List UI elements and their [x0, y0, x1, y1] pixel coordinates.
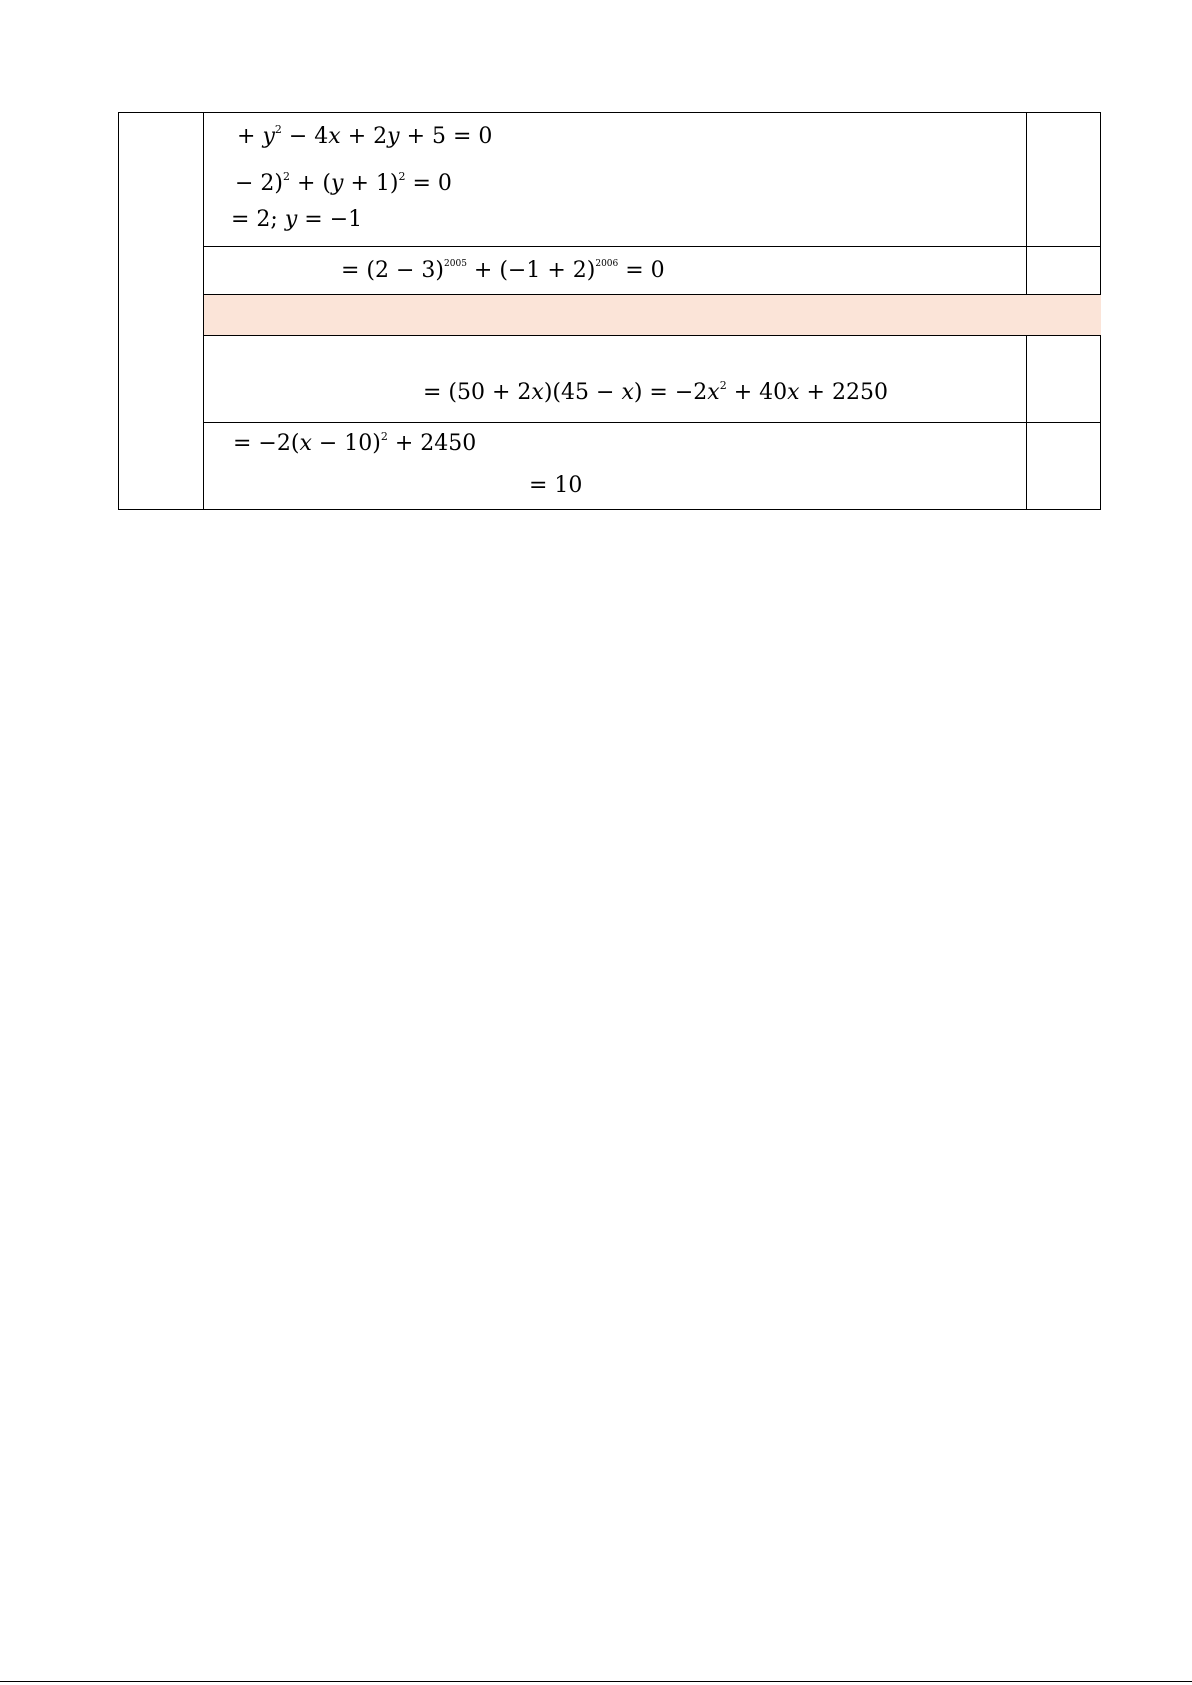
equation-line-1: + $y^2 - 4x + 2y + 5 = 0$	[237, 123, 493, 149]
solution-table	[118, 112, 1101, 510]
equation-line-7: = 10	[529, 473, 583, 498]
equation-line-3: = 2; y = −1	[231, 207, 363, 232]
equation-line-2: − $2)^2 + (y + 1)^2 = 0$	[235, 170, 452, 196]
page-bottom-rule	[0, 1681, 1192, 1682]
table-row-2	[204, 247, 1101, 295]
equation-line-5: = $(50 + 2x)(45 - x) = -2x^2 + 40x + 2250$	[423, 379, 888, 405]
table-row-3-shaded	[204, 295, 1101, 336]
equation-line-6: = $-2(x - 10)^2 + 2450$	[233, 430, 477, 456]
table-row-4	[204, 336, 1101, 423]
table-row-5	[204, 423, 1101, 510]
table-row-1	[204, 113, 1101, 247]
shaded-score-cell	[1027, 295, 1101, 335]
equation-line-4: = $(2 - 3)^{2005} + (-1 + 2)^{2006} = 0$	[341, 258, 665, 283]
